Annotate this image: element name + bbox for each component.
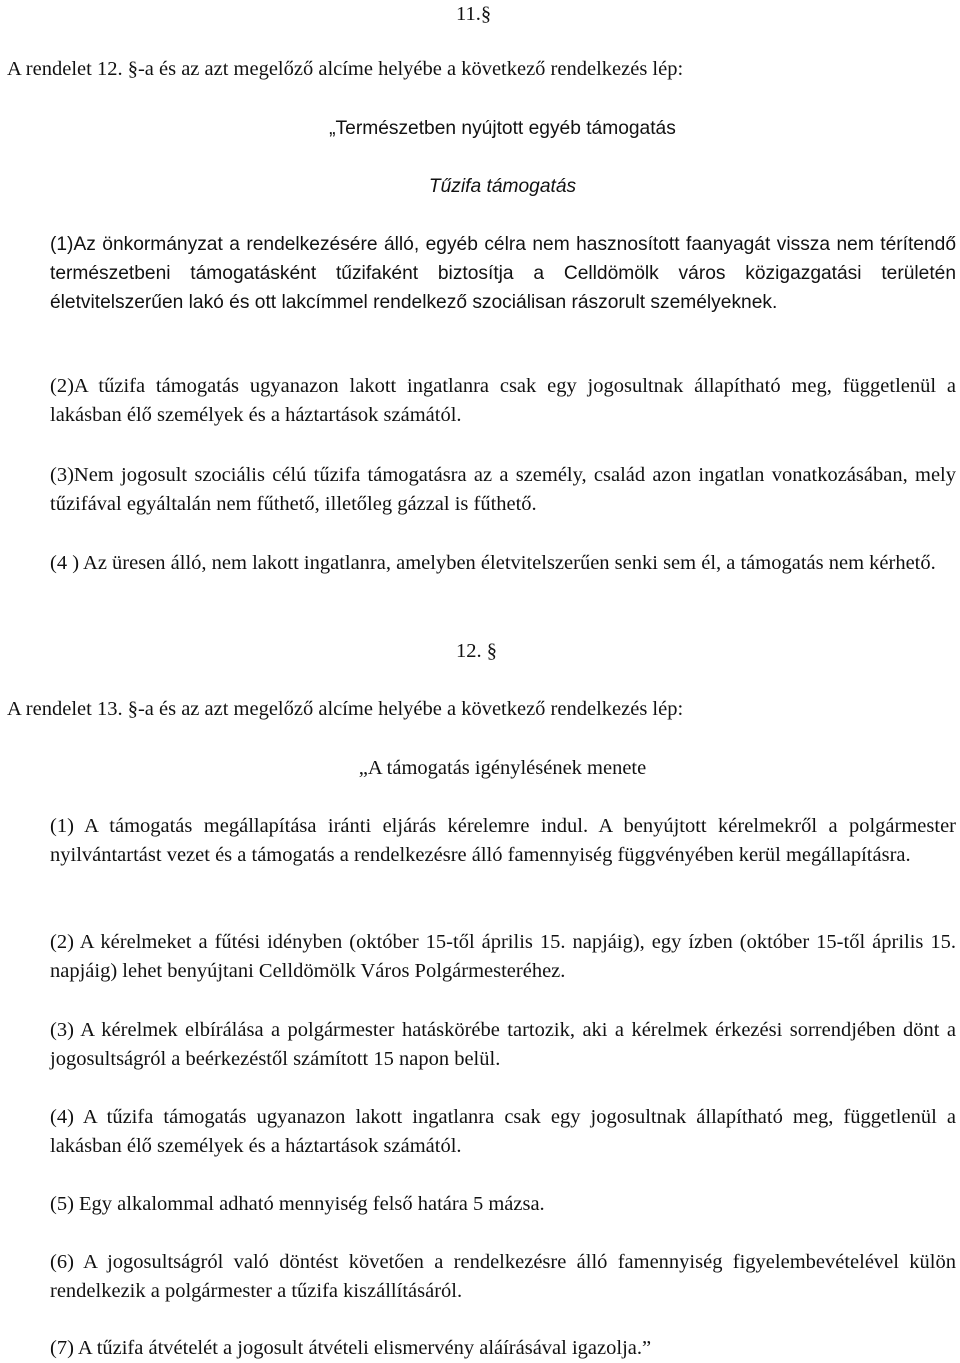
- section-11-paragraph-4: (4 ) Az üresen álló, nem lakott ingatlanra, amelyben életvitelszerűen senki sem él, a támogatás nem kérhető.: [50, 552, 936, 574]
- section-12-paragraph-2: (2) A kérelmeket a fűtési idényben (október 15-től április 15. napjáig), egy ízben (október 15-től április 15. napjáig) lehet benyújtani Celldömölk Város Polgármesteréhez.: [50, 931, 956, 982]
- section-11-paragraph-3: (3)Nem jogosult szociális célú tűzifa támogatásra az a személy, család azon ingatlan vonatkozásában, mely tűzifával egyáltalán nem fűthető, illetőleg gázzal is fűthető.: [50, 464, 956, 515]
- section-11-intro: A rendelet 12. §-a és az azt megelőző alcíme helyébe a következő rendelkezés lép:: [7, 58, 684, 80]
- section-12-paragraph-5: (5) Egy alkalommal adható mennyiség felső határa 5 mázsa.: [50, 1193, 545, 1215]
- section-11-paragraph-1: (1)Az önkormányzat a rendelkezésére álló, egyéb célra nem hasznosított faanyagát vissza nem térítendő természetbeni támogatásként tűzifaként biztosítja a Celldömölk város közigazgatási területén életvitelszerűen lakó és ott lakcímmel rendelkező szociálisan rászorult személyeknek.: [50, 234, 956, 313]
- section-12-intro: A rendelet 13. §-a és az azt megelőző alcíme helyébe a következő rendelkezés lép:: [7, 698, 684, 720]
- section-12-paragraph-3: (3) A kérelmek elbírálása a polgármester hatáskörébe tartozik, aki a kérelmek érkezési sorrendjében dönt a jogosultságról a beérkezéstől számított 15 napon belül.: [50, 1019, 956, 1070]
- section-11-paragraph-2: (2)A tűzifa támogatás ugyanazon lakott ingatlanra csak egy jogosultnak állapítható meg, függetlenül a lakásban élő személyek és a háztartások számától.: [50, 375, 956, 426]
- section-12-heading: „A támogatás igénylésének menete: [358, 757, 647, 779]
- section-12-paragraph-6: (6) A jogosultságról való döntést követően a rendelkezésre álló famennyiség figyelembevételével külön rendelkezik a polgármester a tűzifa kiszállításáról.: [50, 1251, 956, 1302]
- section-11-subheading: Tűzifa támogatás: [428, 176, 577, 197]
- section-12-paragraph-1: (1) A támogatás megállapítása iránti eljárás kérelemre indul. A benyújtott kérelmekről a polgármester nyilvántartást vezet és a támogatás a rendelkezésre álló famennyiség függvényében kerül megállapításra.: [50, 815, 956, 866]
- section-12-number: 12. §: [456, 640, 497, 662]
- section-12-paragraph-4: (4) A tűzifa támogatás ugyanazon lakott ingatlanra csak egy jogosultnak állapítható meg, függetlenül a lakásban élő személyek és a háztartások számától.: [50, 1106, 956, 1157]
- section-12-paragraph-7: (7) A tűzifa átvételét a jogosult átvételi elismervény aláírásával igazolja.”: [50, 1337, 652, 1359]
- section-11-number: 11.§: [456, 3, 492, 25]
- section-11-heading: „Természetben nyújtott egyéb támogatás: [329, 118, 676, 139]
